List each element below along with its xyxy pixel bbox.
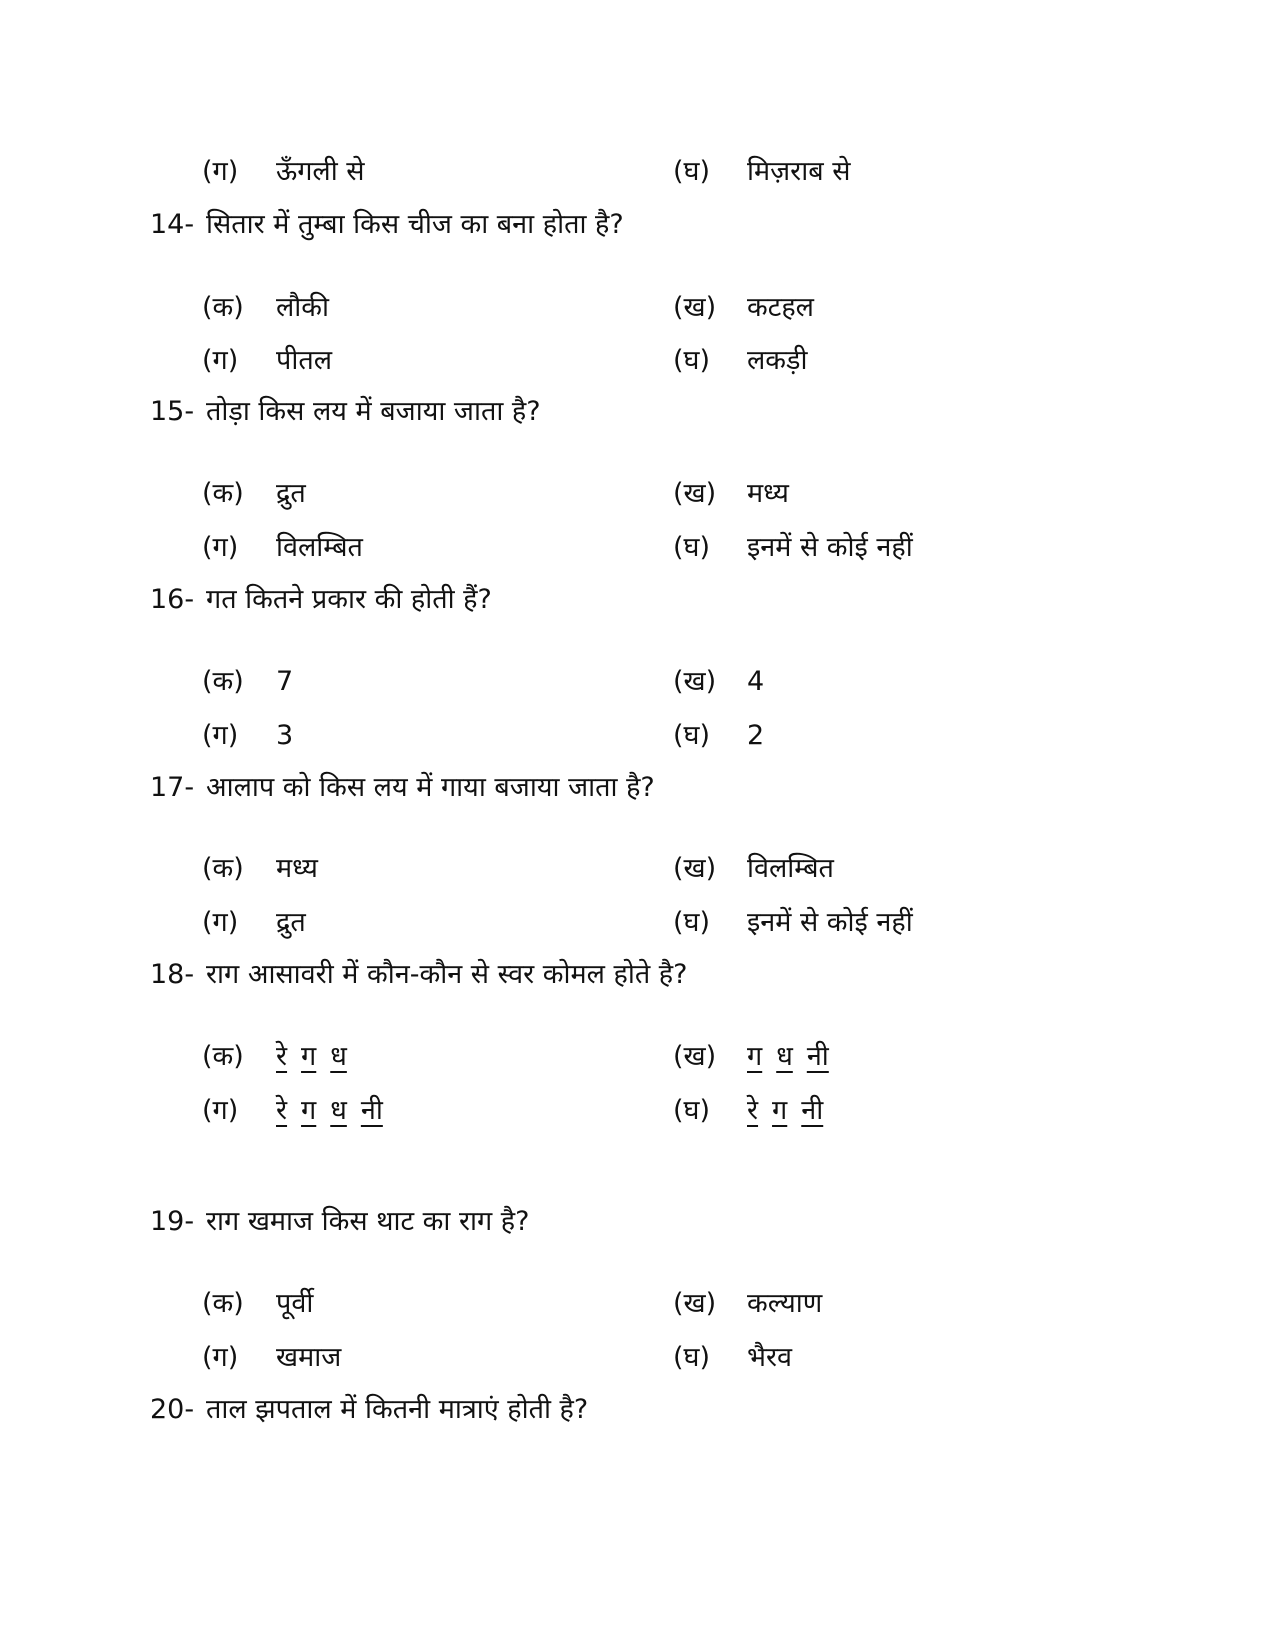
option-label: (ग) [202,1095,239,1126]
option-text: लकड़ी [747,345,808,376]
komal-note: ध [776,1041,793,1072]
komal-note: रे [276,1095,288,1126]
option-text: 4 [747,666,765,697]
question-text: सितार में तुम्बा किस चीज का बना होता है? [206,209,624,240]
option-text: मिज़राब से [747,156,851,187]
question-number: 14- [150,209,195,240]
option-label: (ग) [202,907,239,938]
komal-note: ग [301,1041,317,1072]
komal-note: ध [330,1095,347,1126]
komal-note: ध [330,1041,347,1072]
option-label: (क) [202,1288,244,1319]
question-number: 19- [150,1206,195,1237]
option-label: (घ) [673,720,711,751]
option-text: द्रुत [276,907,306,938]
option-label: (ख) [673,853,717,884]
option-label: (घ) [673,1342,711,1373]
komal-note: ग [747,1041,763,1072]
option-label: (ख) [673,292,717,323]
question-text: तोड़ा किस लय में बजाया जाता है? [206,396,541,427]
komal-note: नी [360,1095,383,1126]
question-number: 18- [150,959,195,990]
option-notes [276,1037,361,1077]
option-label: (ग) [202,345,239,376]
question-number: 17- [150,772,195,803]
option-label: (ग) [202,156,239,187]
komal-note: रे [747,1095,759,1126]
question-text: राग खमाज किस थाट का राग है? [206,1206,530,1237]
option-text: 2 [747,720,765,751]
option-text: 3 [276,720,294,751]
komal-note: नी [806,1041,829,1072]
option-label: (घ) [673,156,711,187]
option-text: मध्य [276,853,318,884]
question-number: 16- [150,584,195,615]
option-label: (क) [202,1041,244,1072]
option-label: (क) [202,666,244,697]
option-label: (घ) [673,532,711,563]
question-number: 20- [150,1394,195,1425]
komal-note: ग [772,1095,788,1126]
option-label: (क) [202,478,244,509]
option-text: पूर्वी [276,1288,314,1319]
option-label: (ख) [673,1041,717,1072]
option-label: (क) [202,853,244,884]
komal-note: नी [801,1095,824,1126]
option-label: (ख) [673,478,717,509]
option-text: द्रुत [276,478,306,509]
option-text: पीतल [276,345,333,376]
option-text: कल्याण [747,1288,823,1319]
option-text: 7 [276,666,294,697]
option-label: (ख) [673,1288,717,1319]
question-text: राग आसावरी में कौन-कौन से स्वर कोमल होते है? [206,959,688,990]
komal-note: ग [301,1095,317,1126]
option-text: विलम्बित [276,532,363,563]
option-text: विलम्बित [747,853,834,884]
option-label: (घ) [673,345,711,376]
option-label: (क) [202,292,244,323]
question-text: ताल झपताल में कितनी मात्राएं होती है? [206,1394,589,1425]
option-text: इनमें से कोई नहीं [747,532,913,563]
komal-note: रे [276,1041,288,1072]
option-notes [747,1037,843,1077]
option-text: खमाज [276,1342,342,1373]
option-text: भैरव [747,1342,793,1373]
question-text: गत कितने प्रकार की होती हैं? [206,584,492,615]
option-text: लौकी [276,292,330,323]
option-text: ऊँगली से [276,156,365,187]
option-text: इनमें से कोई नहीं [747,907,913,938]
option-text: कटहल [747,292,814,323]
option-label: (ख) [673,666,717,697]
option-label: (घ) [673,907,711,938]
question-number: 15- [150,396,195,427]
option-label: (ग) [202,720,239,751]
option-label: (ग) [202,1342,239,1373]
option-text: मध्य [747,478,789,509]
option-label: (घ) [673,1095,711,1126]
question-text: आलाप को किस लय में गाया बजाया जाता है? [206,772,655,803]
option-notes [747,1091,837,1131]
option-label: (ग) [202,532,239,563]
option-notes [276,1091,397,1131]
